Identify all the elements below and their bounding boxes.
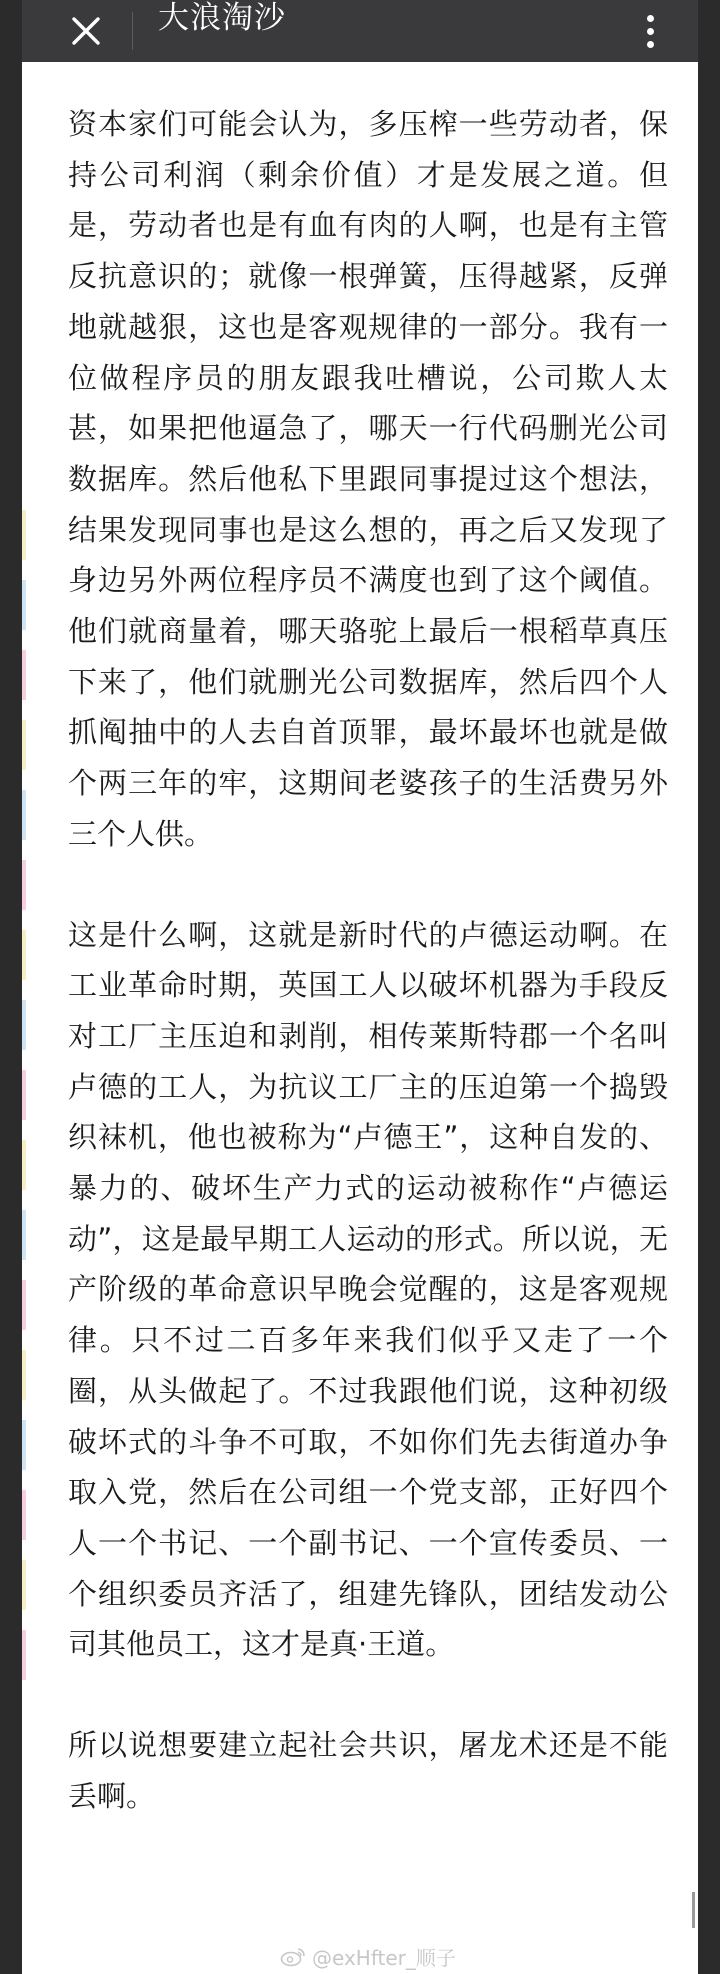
edge-stripe xyxy=(22,650,26,700)
edge-stripe xyxy=(22,1000,26,1050)
edge-stripe xyxy=(22,1140,26,1190)
edge-stripe xyxy=(22,1490,26,1540)
edge-stripe xyxy=(22,930,26,980)
more-button[interactable] xyxy=(630,0,670,62)
header-divider xyxy=(132,12,133,50)
edge-stripe xyxy=(22,1560,26,1610)
article-body xyxy=(68,99,668,1872)
watermark xyxy=(280,1942,456,1971)
edge-stripe xyxy=(22,1420,26,1470)
edge-stripe xyxy=(22,790,26,840)
close-button[interactable] xyxy=(48,0,124,62)
page-title: 大浪淘沙 xyxy=(158,0,286,36)
edge-stripe xyxy=(22,510,26,560)
edge-stripe xyxy=(22,1280,26,1330)
article-page xyxy=(22,62,698,1974)
edge-stripe xyxy=(22,1070,26,1120)
close-icon xyxy=(71,16,101,46)
weibo-icon xyxy=(280,1947,306,1967)
edge-stripe xyxy=(22,1210,26,1260)
watermark-text: @exHfter_顺子 xyxy=(312,1946,456,1970)
article-paragraph: 这是什么啊，这就是新时代的卢德运动啊。在工业革命时期，英国工人以破坏机器为手段反对工厂主压迫和剥削，相传莱斯特郡一个名叫卢德的工人，为抗议工厂主的压迫第一个捣毁织袜机，他也被称为“卢德王”，这种自发的、暴力的、破坏生产力式的运动被称作“卢德运动”，这是最早期工人运动的形式。所以说，无产阶级的革命意识早晚会觉醒的，这是客观规律。只不过二百多年来我们似乎又走了一个圈，从头做起了。不过我跟他们说，这种初级破坏式的斗争不可取，不如你们先去街道办争取入党，然后在公司组一个党支部，正好四个人一个书记、一个副书记、一个宣传委员、一个组织委员齐活了，组建先锋队，团结发动公司其他员工，这才是真·王道。 xyxy=(68,917,668,1662)
article-paragraph: 所以说想要建立起社会共识，屠龙术还是不能丢啊。 xyxy=(68,1728,668,1813)
edge-stripe xyxy=(22,720,26,770)
edge-stripe xyxy=(22,580,26,630)
edge-stripe xyxy=(22,1350,26,1400)
scrollbar-thumb[interactable] xyxy=(692,1892,695,1928)
top-bar xyxy=(22,0,698,62)
edge-stripe xyxy=(22,860,26,910)
article-paragraph: 资本家们可能会认为，多压榨一些劳动者，保持公司利润（剩余价值）才是发展之道。但是，劳动者也是有血有肉的人啊，也是有主管反抗意识的；就像一根弹簧，压得越紧，反弹地就越狠，这也是客观规律的一部分。我有一位做程序员的朋友跟我吐槽说，公司欺人太甚，如果把他逼急了，哪天一行代码删光公司数据库。然后他私下里跟同事提过这个想法，结果发现同事也是这么想的，再之后又发现了身边另外两位程序员不满度也到了这个阈值。他们就商量着，哪天骆驼上最后一根稻草真压下来了，他们就删光公司数据库，然后四个人抓阄抽中的人去自首顶罪，最坏最坏也就是做个两三年的牢，这期间老婆孩子的生活费另外三个人供。 xyxy=(68,107,668,851)
more-vertical-icon xyxy=(647,15,654,22)
edge-stripe xyxy=(22,1630,26,1680)
